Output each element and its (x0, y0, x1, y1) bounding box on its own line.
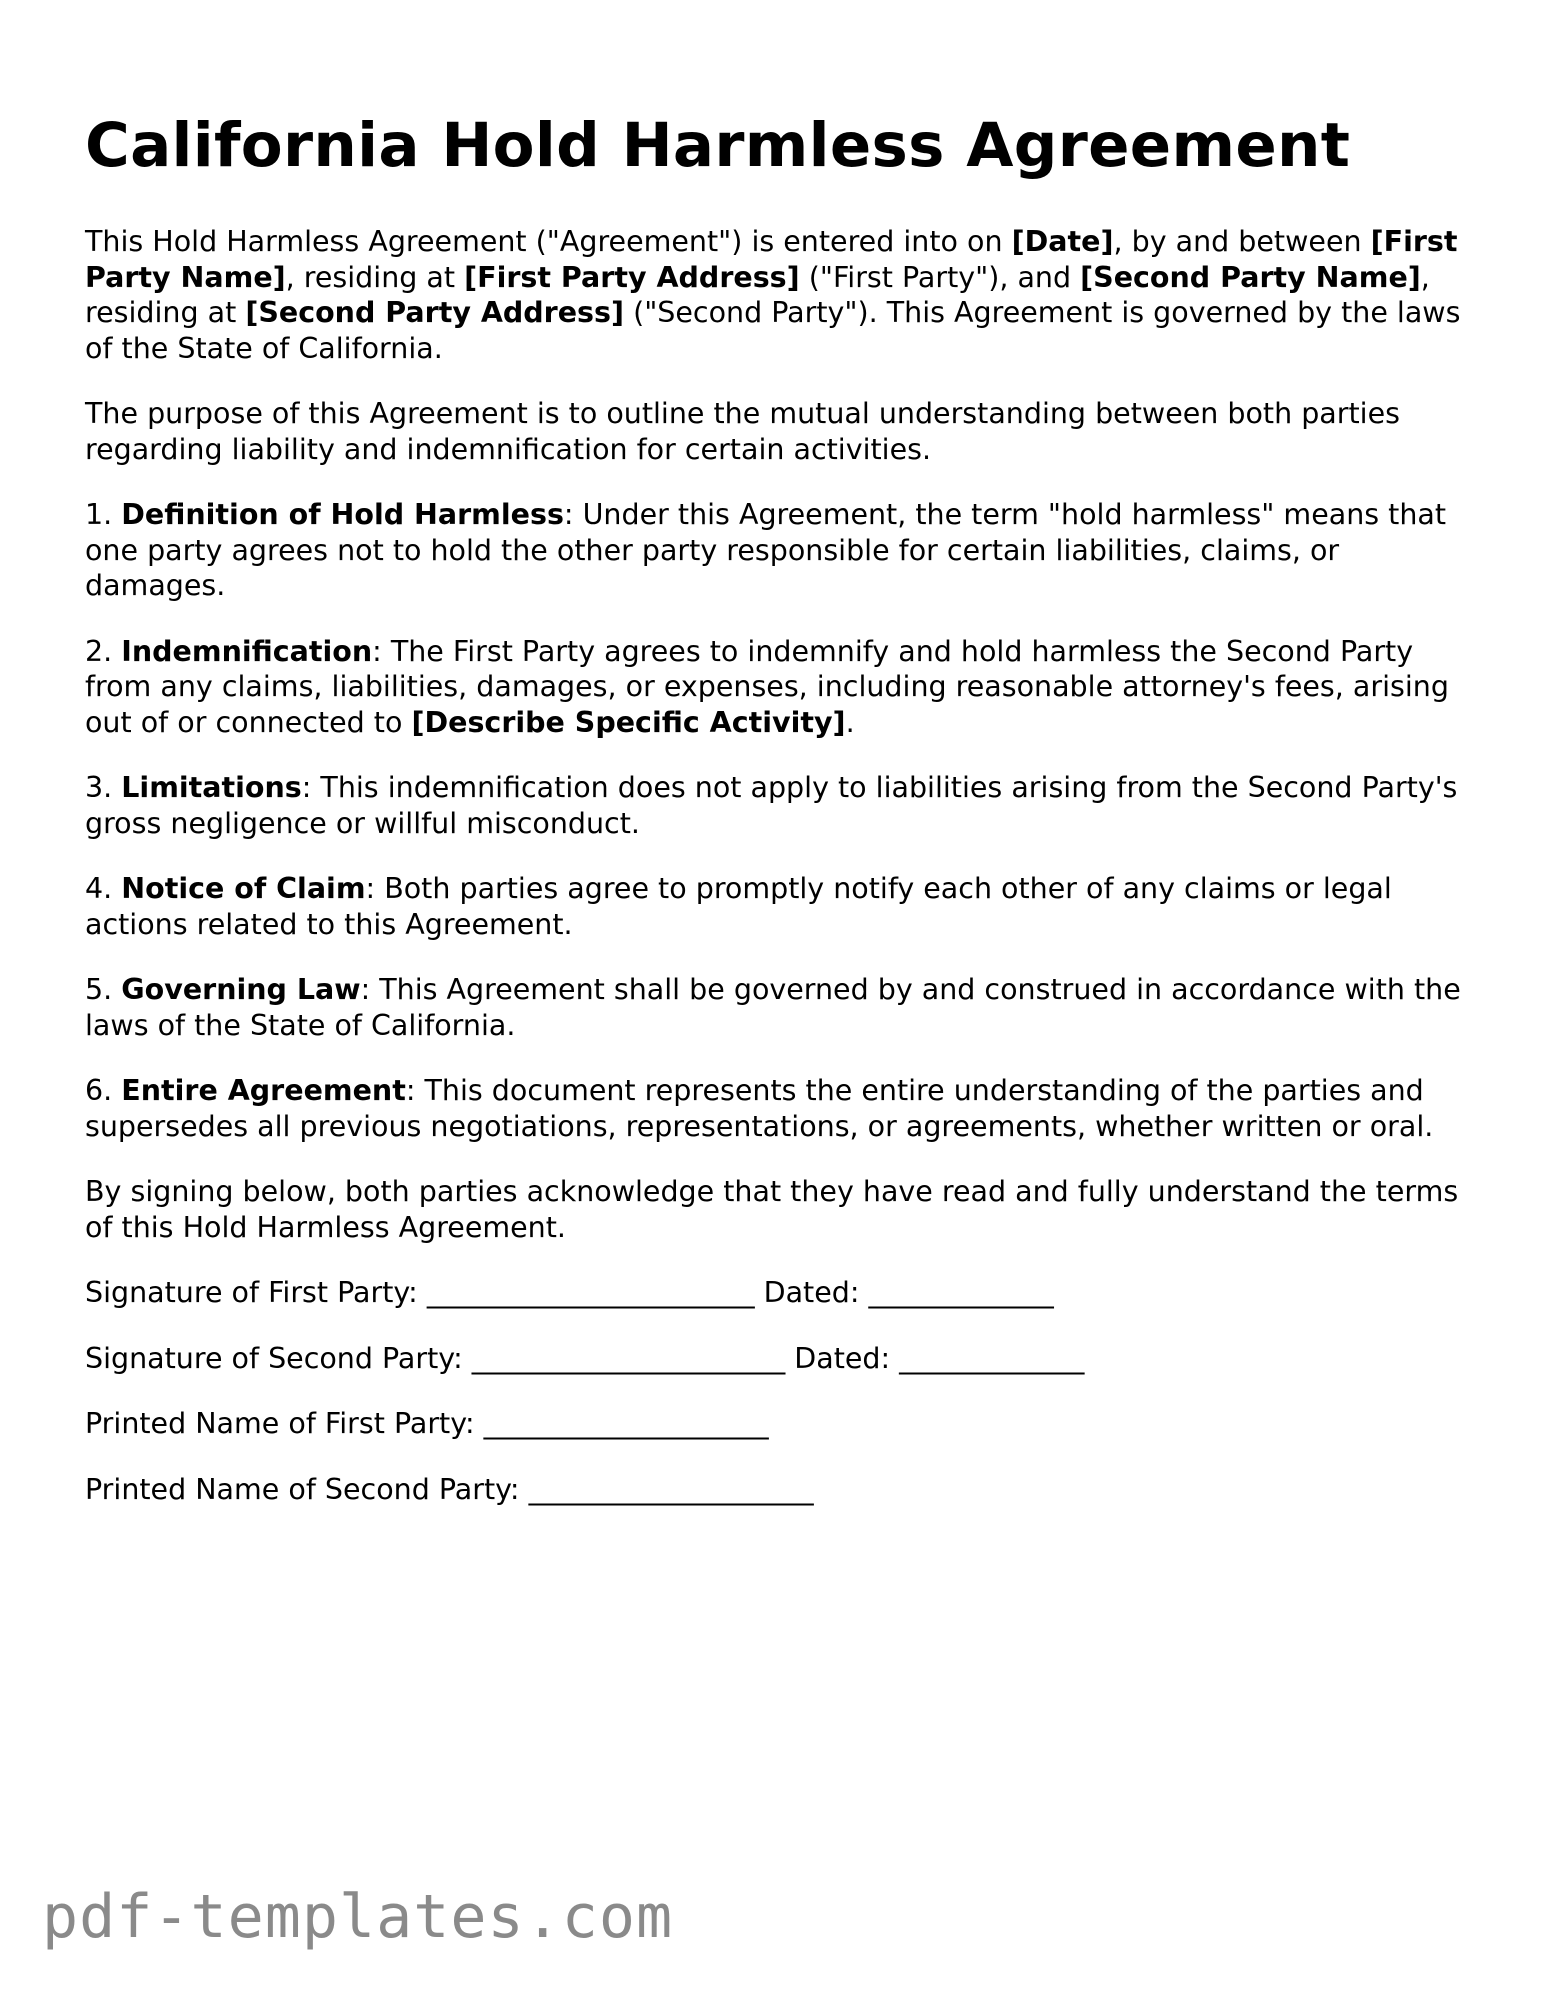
section-number: 1. (85, 498, 122, 531)
section-number: 4. (85, 872, 122, 905)
watermark: pdf-templates.com (42, 1882, 674, 1952)
section-text: : This document represents the entire understanding of the parties and supersedes all previous negotiations, representations, or agreements, whether written or oral. (85, 1074, 1434, 1143)
section-number: 2. (85, 634, 122, 668)
intro-text: , by and between (1113, 225, 1371, 258)
page-title: California Hold Harmless Agreement (85, 110, 1351, 181)
signature-second-party-line: Signature of Second Party: ______________________ Dated: _____________ (85, 1341, 1085, 1375)
intro-text: ("First Party"), and (799, 260, 1081, 294)
intro-text: ("Second Party"). This Agreement is governed by the laws of the State of California. (85, 296, 1461, 365)
document-page (85, 110, 1465, 1537)
section-number: 3. (85, 771, 122, 804)
activity-placeholder: [Describe Specific Activity] (411, 705, 846, 739)
section-heading: Limitations (121, 771, 302, 804)
section-heading: Notice of Claim (121, 872, 366, 905)
intro-text: This Hold Harmless Agreement ("Agreement") is entered into on (85, 225, 1012, 258)
section-heading: Indemnification (121, 634, 373, 668)
section-governing-law (85, 972, 1465, 1043)
intro-text: , residing at (85, 260, 1430, 329)
printed-name-second-party-line: Printed Name of Second Party: ____________________ (85, 1472, 814, 1506)
section-number: 6. (85, 1074, 122, 1107)
signature-first-party-line: Signature of First Party: _______________________ Dated: _____________ (85, 1276, 1054, 1309)
section-text-end: . (845, 705, 855, 739)
section-number: 5. (85, 973, 122, 1006)
section-heading: Governing Law (121, 973, 361, 1006)
date-placeholder: [Date] (1011, 225, 1114, 258)
intro-paragraph (85, 224, 1465, 366)
section-text: : This indemnification does not apply to liabilities arising from the Second Party's gross negligence or willful misconduct. (85, 771, 1458, 840)
first-party-name-placeholder: [First Party Name] (85, 225, 1458, 294)
first-party-address-placeholder: [First Party Address] (464, 260, 800, 294)
section-definition (85, 497, 1465, 604)
section-limitations (85, 770, 1465, 841)
purpose-paragraph: The purpose of this Agreement is to outline the mutual understanding between both parties regarding liability and indemnification for certain activities. (85, 397, 1400, 466)
section-heading: Definition of Hold Harmless (121, 498, 564, 531)
section-heading: Entire Agreement (121, 1074, 406, 1107)
second-party-address-placeholder: [Second Party Address] (245, 296, 625, 329)
acknowledgement-paragraph: By signing below, both parties acknowledge that they have read and fully understand the terms of this Hold Harmless Agreement. (85, 1175, 1459, 1244)
printed-name-first-party-line: Printed Name of First Party: ____________________ (85, 1407, 769, 1440)
section-indemnification (85, 634, 1465, 741)
second-party-name-placeholder: [Second Party Name] (1080, 260, 1421, 294)
section-text: : Both parties agree to promptly notify each other of any claims or legal actions related to this Agreement. (85, 872, 1392, 941)
section-text: : This Agreement shall be governed by and construed in accordance with the laws of the State of California. (85, 973, 1461, 1042)
section-entire-agreement (85, 1073, 1465, 1144)
section-text: : Under this Agreement, the term "hold harmless" means that one party agrees not to hold the other party responsible for certain liabilities, claims, or damages. (85, 498, 1447, 602)
intro-text: , residing at (285, 260, 465, 294)
section-text: : The First Party agrees to indemnify and hold harmless the Second Party from any claims, liabilities, damages, or expenses, including reasonable attorney's fees, arising out of or connected to (85, 634, 1449, 739)
section-notice-of-claim (85, 871, 1465, 942)
